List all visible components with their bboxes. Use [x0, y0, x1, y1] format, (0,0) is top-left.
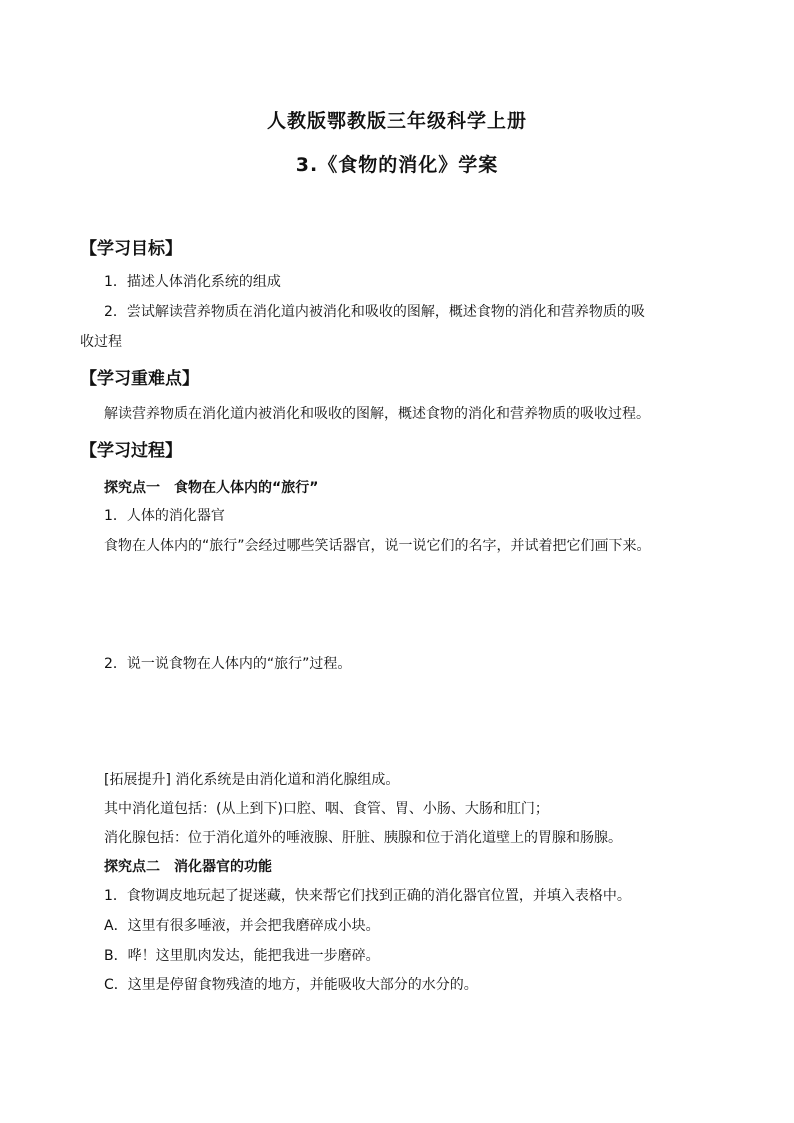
option-c: C．这里是停留食物残渣的地方，并能吸收大部分的水分的。 — [104, 977, 478, 993]
process-heading: 【学习过程】 — [80, 441, 182, 461]
extension-line-3: 消化腺包括：位于消化道外的唾液腺、肝脏、胰腺和位于消化道壁上的胃腺和肠腺。 — [104, 830, 622, 846]
option-a: A．这里有很多唾液，并会把我磨碎成小块。 — [104, 918, 380, 934]
keypoints-text: 解读营养物质在消化道内被消化和吸收的图解，概述食物的消化和营养物质的吸收过程。 — [104, 406, 650, 422]
explore2-title: 探究点二 消化器官的功能 — [104, 859, 272, 875]
objective-item-2: 2．尝试解读营养物质在消化道内被消化和吸收的图解，概述食物的消化和营养物质的吸 — [104, 304, 645, 320]
doc-subtitle: 3.《食物的消化》学案 — [295, 154, 499, 176]
objectives-heading: 【学习目标】 — [80, 239, 182, 259]
question-1-prompt: 1．食物调皮地玩起了捉迷藏，快来帮它们找到正确的消化器官位置，并填入表格中。 — [104, 888, 631, 904]
extension-line-2: 其中消化道包括：(从上到下)口腔、咽、食管、胃、小肠、大肠和肛门； — [104, 801, 549, 817]
q1-title: 1．人体的消化器官 — [104, 508, 225, 524]
objective-item-1: 1．描述人体消化系统的组成 — [104, 274, 281, 290]
doc-title: 人教版鄂教版三年级科学上册 — [266, 110, 527, 132]
objective-item-2-cont: 收过程 — [80, 334, 122, 350]
option-b: B．哗！这里肌肉发达，能把我进一步磨碎。 — [104, 948, 380, 964]
keypoints-heading: 【学习重难点】 — [80, 369, 199, 389]
extension-line-1: [拓展提升] 消化系统是由消化道和消化腺组成。 — [104, 772, 400, 788]
explore1-title: 探究点一 食物在人体内的“旅行” — [104, 480, 319, 496]
q2-title: 2．说一说食物在人体内的“旅行”过程。 — [104, 656, 352, 672]
q1-text: 食物在人体内的“旅行”会经过哪些笑话器官，说一说它们的名字，并试着把它们画下来。 — [104, 538, 651, 554]
